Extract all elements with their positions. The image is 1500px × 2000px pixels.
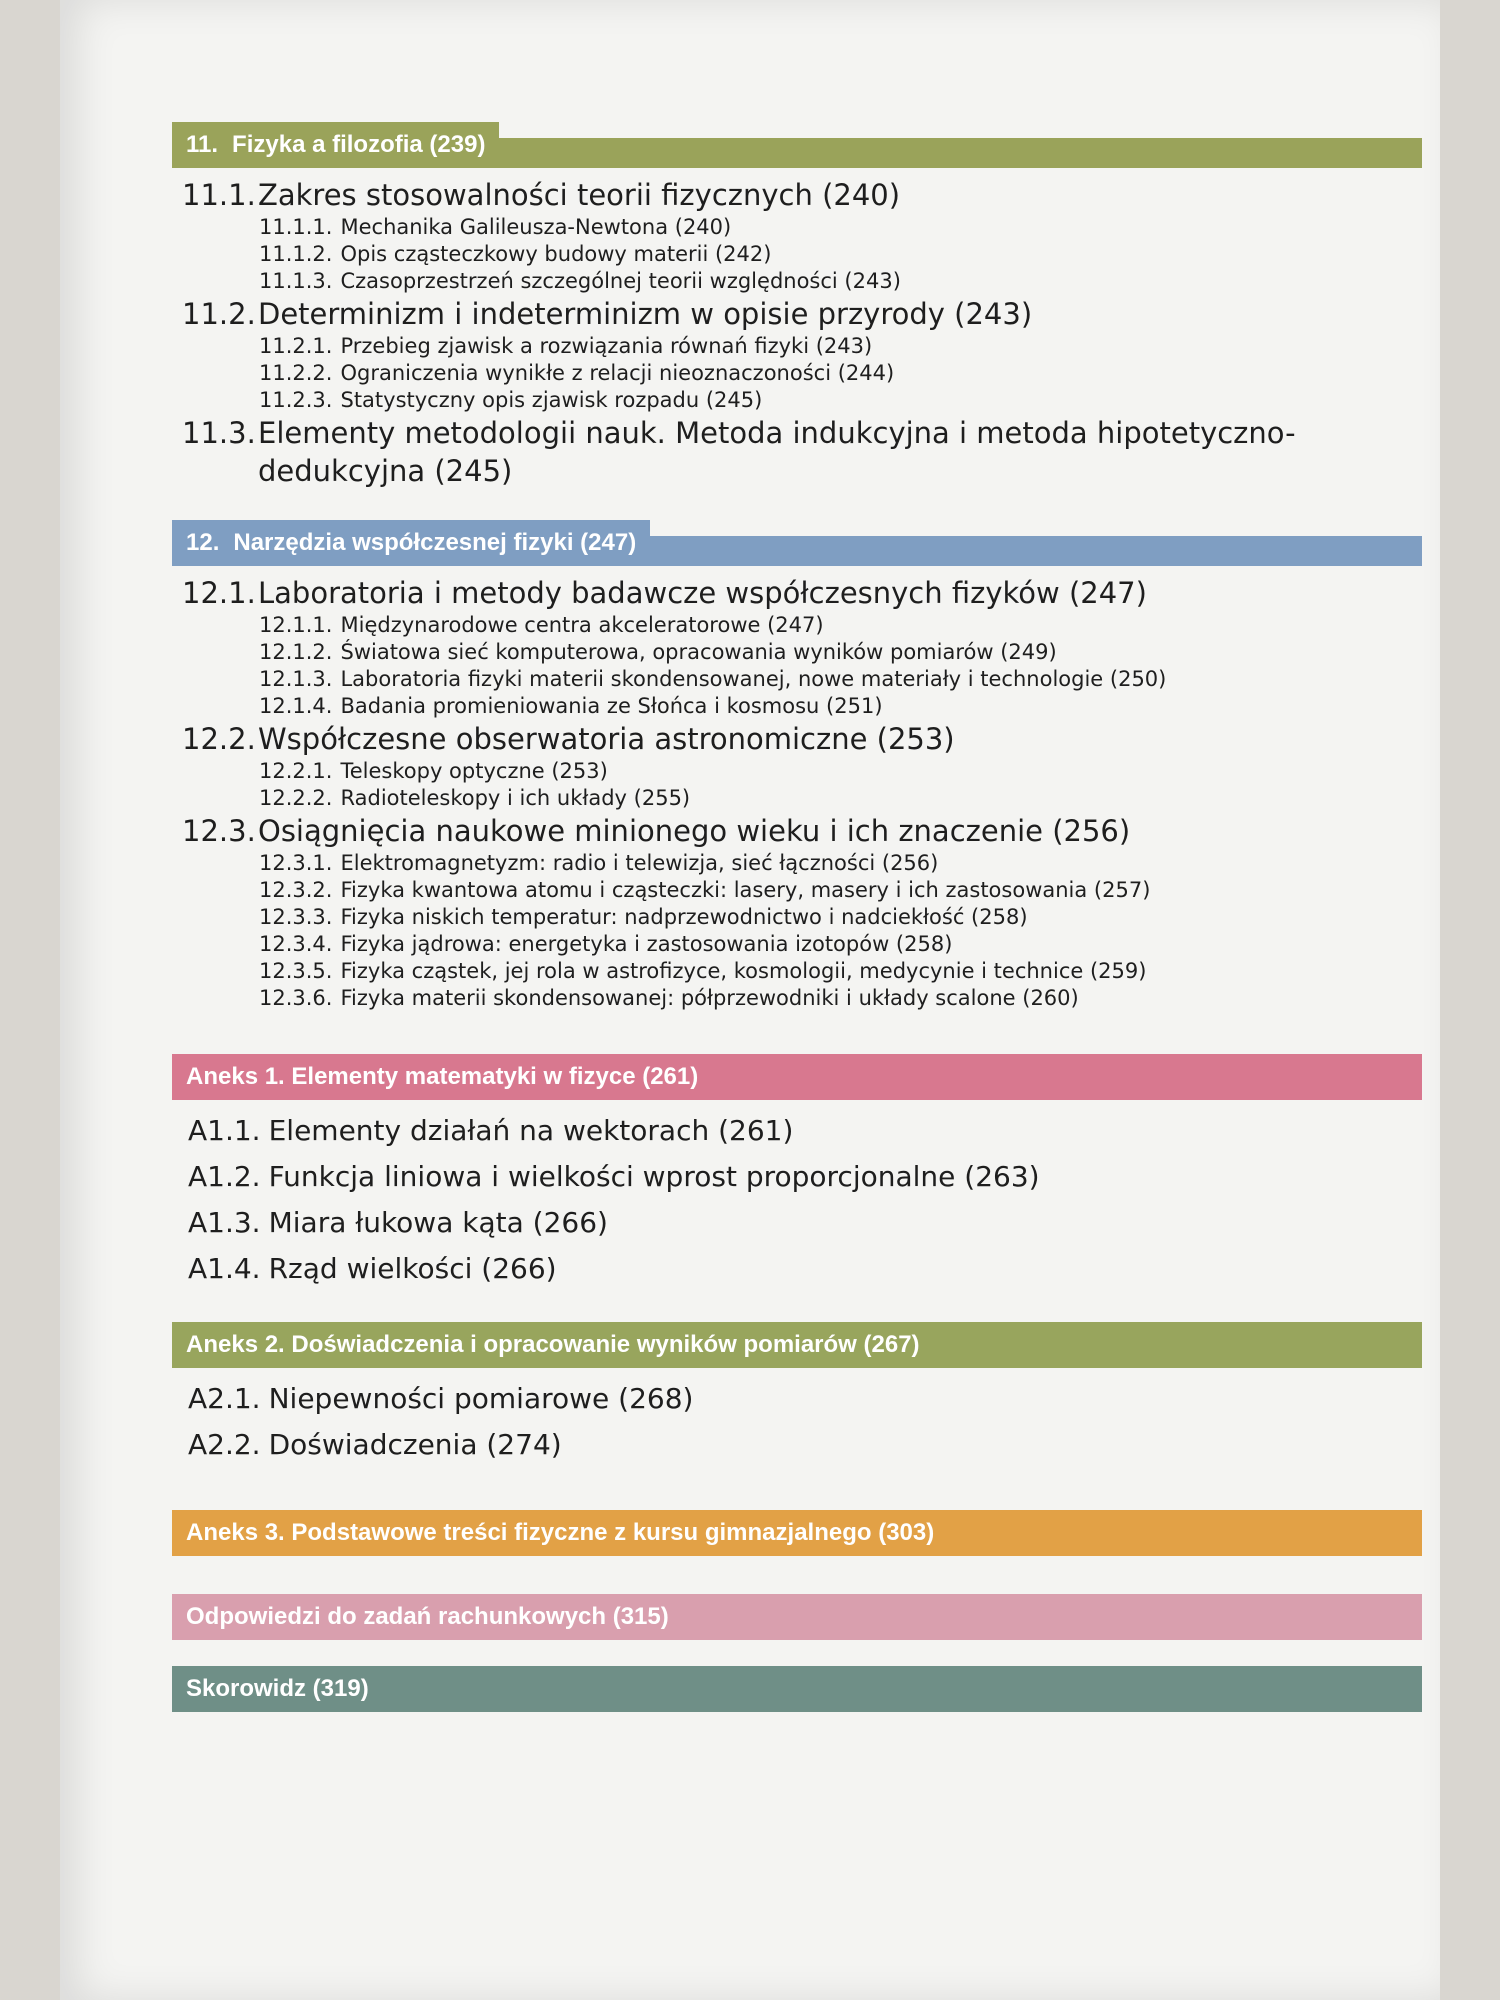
subsection-11-2-2[interactable]: 11.2.2. Ograniczenia wynikłe z relacji nieoznaczoności (244) [259, 361, 895, 385]
section-11-3[interactable]: 11.3. Elementy metodologii nauk. Metoda indukcyjna i metoda hipotetyczno-dedukcyjna (245) [182, 416, 1296, 488]
subsection-12-2-2[interactable]: 12.2.2. Radioteleskopy i ich układy (255) [259, 786, 691, 810]
subsection-11-2-3[interactable]: 11.2.3. Statystyczny opis zjawisk rozpadu (245) [259, 388, 763, 412]
chapter-number: 11. [186, 131, 219, 158]
chapter-title: Fizyka a filozofia (239) [232, 131, 486, 158]
subsection-12-1-4[interactable]: 12.1.4. Badania promieniowania ze Słońca i kosmosu (251) [259, 694, 883, 718]
odpowiedzi-header[interactable]: Odpowiedzi do zadań rachunkowych (315) [172, 1590, 1422, 1640]
chapter-12-header[interactable]: 12. Narzędzia współczesnej fizyki (247) [172, 516, 1422, 566]
subsection-12-3-5[interactable]: 12.3.5. Fizyka cząstek, jej rola w astrofizyce, kosmologii, medycynie i technice (259) [259, 959, 1147, 983]
section-12-2[interactable]: 12.2. Współczesne obserwatoria astronomiczne (253) [182, 722, 955, 756]
appendix-item-a2-1[interactable]: A2.1. Niepewności pomiarowe (268) [188, 1382, 694, 1415]
appendix-item-a1-2[interactable]: A1.2. Funkcja liniowa i wielkości wprost proporcjonalne (263) [188, 1160, 1040, 1193]
section-12-1[interactable]: 12.1. Laboratoria i metody badawcze współczesnych fizyków (247) [182, 576, 1147, 610]
subsection-12-3-2[interactable]: 12.3.2. Fizyka kwantowa atomu i cząsteczki: lasery, masery i ich zastosowania (257) [259, 878, 1151, 902]
skorowidz-header[interactable]: Skorowidz (319) [172, 1662, 1422, 1712]
appendix-item-a1-1[interactable]: A1.1. Elementy działań na wektorach (261) [188, 1114, 794, 1147]
book-page [60, 0, 1440, 2000]
subsection-11-2-1[interactable]: 11.2.1. Przebieg zjawisk a rozwiązania równań fizyki (243) [259, 334, 873, 358]
subsection-12-3-4[interactable]: 12.3.4. Fizyka jądrowa: energetyka i zastosowania izotopów (258) [259, 932, 953, 956]
subsection-12-1-2[interactable]: 12.1.2. Światowa sieć komputerowa, opracowania wyników pomiarów (249) [259, 640, 1057, 664]
section-number: 11.1. [182, 178, 256, 212]
section-12-3[interactable]: 12.3. Osiągnięcia naukowe minionego wieku i ich znaczenie (256) [182, 814, 1131, 848]
subsection-12-1-3[interactable]: 12.1.3. Laboratoria fizyki materii skondensowanej, nowe materiały i technologie (250) [259, 667, 1167, 691]
chapter-11-header[interactable] [172, 118, 1422, 168]
table-of-contents [172, 118, 1422, 1720]
subsection-12-3-1[interactable]: 12.3.1. Elektromagnetyzm: radio i telewizja, sieć łączności (256) [259, 851, 939, 875]
aneks-3-header[interactable]: Aneks 3. Podstawowe treści fizyczne z kursu gimnazjalnego (303) [172, 1506, 1422, 1556]
appendix-item-a2-2[interactable]: A2.2. Doświadczenia (274) [188, 1428, 562, 1461]
aneks-2-header[interactable]: Aneks 2. Doświadczenia i opracowanie wyników pomiarów (267) [172, 1318, 1422, 1368]
subsection-12-3-6[interactable]: 12.3.6. Fizyka materii skondensowanej: półprzewodniki i układy scalone (260) [259, 986, 1079, 1010]
section-title: Zakres stosowalności teorii fizycznych (240) [258, 178, 901, 212]
section-11-2[interactable]: 11.2. Determinizm i indeterminizm w opisie przyrody (243) [182, 297, 1033, 331]
subsection-11-1-1[interactable]: 11.1.1. Mechanika Galileusza-Newtona (240) [259, 215, 732, 239]
appendix-item-a1-4[interactable]: A1.4. Rząd wielkości (266) [188, 1252, 557, 1285]
section-11-1[interactable] [182, 176, 1422, 214]
aneks-1-header[interactable]: Aneks 1. Elementy matematyki w fizyce (261) [172, 1050, 1422, 1100]
subsection-12-2-1[interactable]: 12.2.1. Teleskopy optyczne (253) [259, 759, 608, 783]
subsection-11-1-3[interactable]: 11.1.3. Czasoprzestrzeń szczególnej teorii względności (243) [259, 269, 901, 293]
appendix-item-a1-3[interactable]: A1.3. Miara łukowa kąta (266) [188, 1206, 608, 1239]
subsection-12-3-3[interactable]: 12.3.3. Fizyka niskich temperatur: nadprzewodnictwo i nadciekłość (258) [259, 905, 1028, 929]
subsection-11-1-2[interactable]: 11.1.2. Opis cząsteczkowy budowy materii (242) [259, 242, 772, 266]
subsection-12-1-1[interactable]: 12.1.1. Międzynarodowe centra akceleratorowe (247) [259, 613, 824, 637]
